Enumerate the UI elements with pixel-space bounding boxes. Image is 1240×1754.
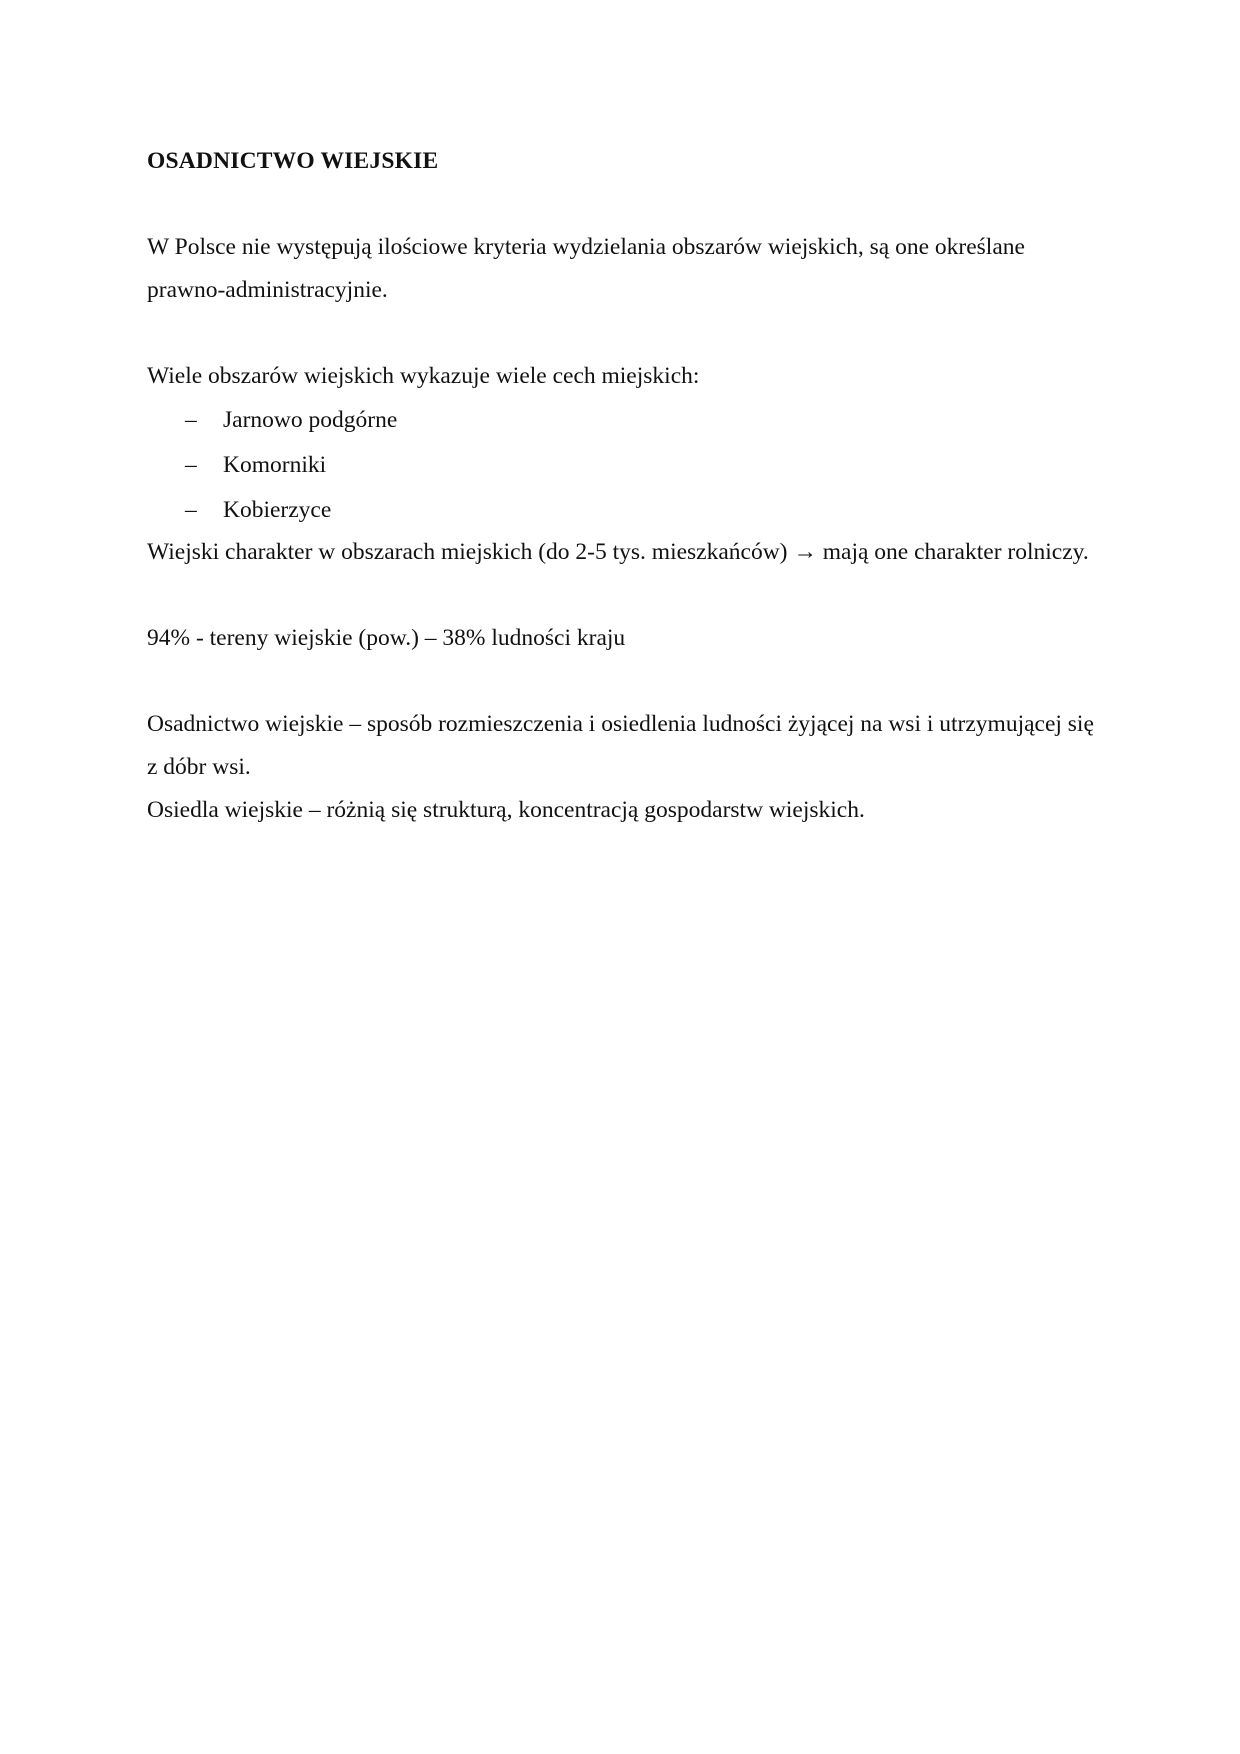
list-item xyxy=(147,443,1107,488)
village-list xyxy=(147,398,1107,533)
document-title: OSADNICTWO WIEJSKIE xyxy=(147,148,439,174)
list-dash-marker: – xyxy=(185,407,197,433)
list-dash-marker: – xyxy=(185,497,197,523)
list-dash-marker: – xyxy=(185,452,197,478)
list-item-text: Komorniki xyxy=(223,452,327,478)
list-item xyxy=(147,488,1107,533)
paragraph-rural-character: Wiejski charakter w obszarach miejskich (do 2-5 tys. mieszkańców) → mają one charakter rolniczy. xyxy=(147,539,1089,565)
paragraph-definition-settlement: Osadnictwo wiejskie – sposób rozmieszczenia i osiedlenia ludności żyjącej na wsi i utrzymującej się z dóbr wsi. xyxy=(147,711,1094,780)
paragraph-statistics: 94% - tereny wiejskie (pow.) – 38% ludności kraju xyxy=(147,625,626,651)
paragraph-legal-criteria: W Polsce nie występują ilościowe kryteria wydzielania obszarów wiejskich, są one określane prawno-administracyjnie. xyxy=(147,234,1025,303)
list-item-text: Jarnowo podgórne xyxy=(223,407,398,433)
document-body xyxy=(147,140,1107,832)
list-item-text: Kobierzyce xyxy=(223,497,332,523)
list-item xyxy=(147,398,1107,443)
paragraph-urban-features-intro: Wiele obszarów wiejskich wykazuje wiele cech miejskich: xyxy=(147,363,700,389)
paragraph-definition-villages: Osiedla wiejskie – różnią się strukturą, koncentracją gospodarstw wiejskich. xyxy=(147,797,865,823)
